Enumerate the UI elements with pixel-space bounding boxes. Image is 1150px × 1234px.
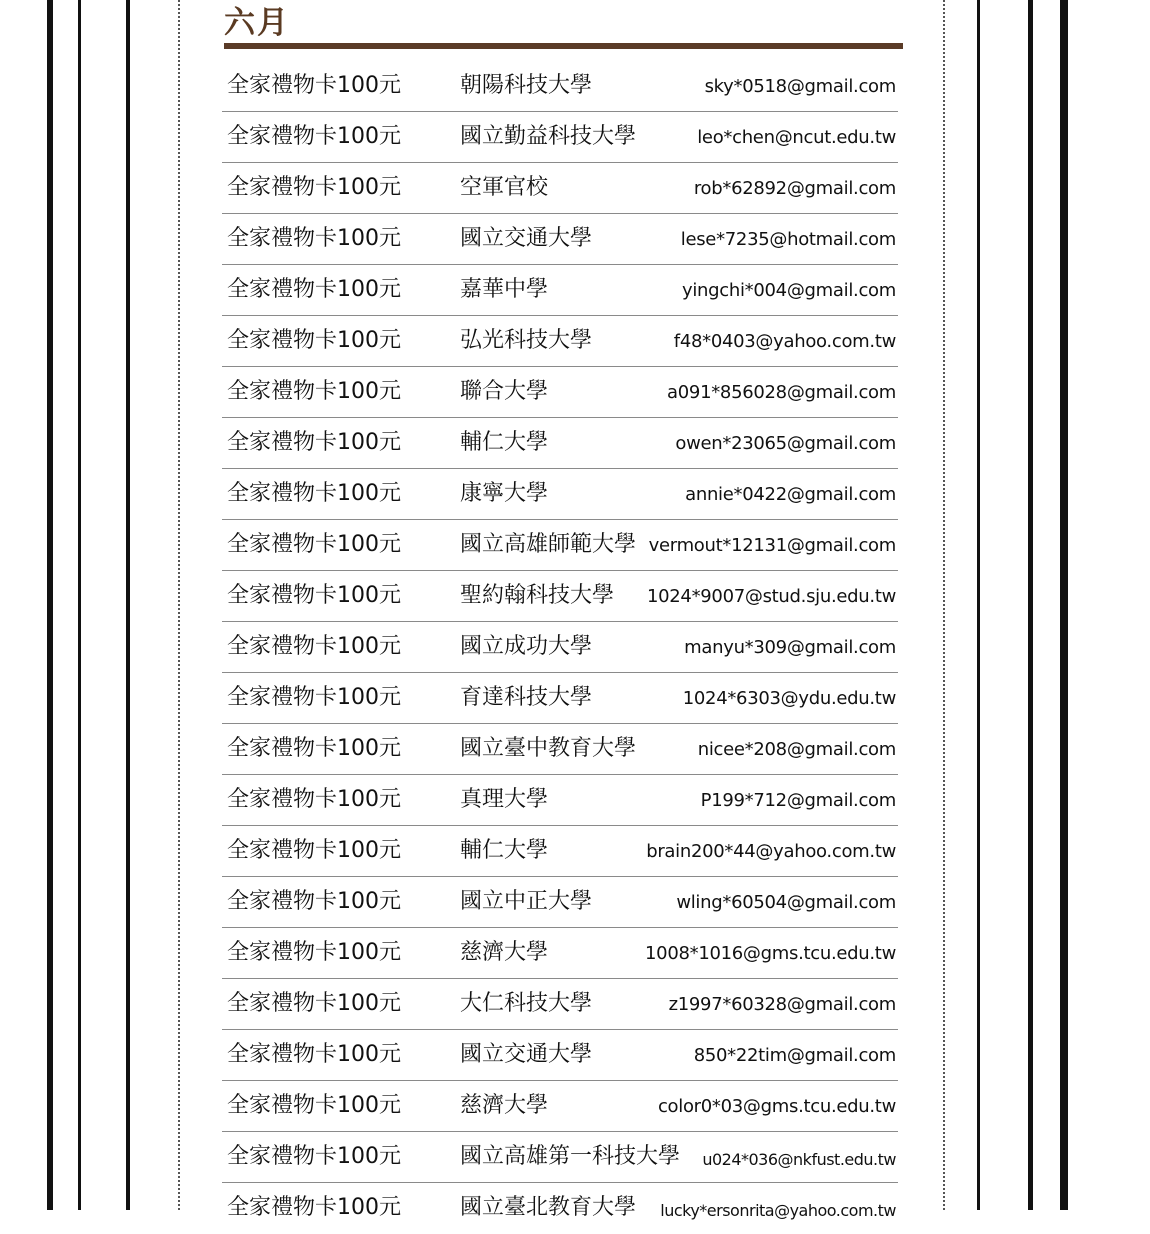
winner-email: 850*22tim@gmail.com [693,1045,896,1066]
prize-label: 全家禮物卡100元 [227,991,401,1016]
prize-label: 全家禮物卡100元 [227,175,401,200]
school-name: 嘉華中學 [460,277,549,302]
winner-row [222,623,898,673]
winner-row [222,1082,898,1132]
school-name: 康寧大學 [460,481,549,506]
winner-row [222,980,898,1030]
left-dotted-guide [178,0,180,1210]
prize-label: 全家禮物卡100元 [227,736,401,761]
school-name: 慈濟大學 [460,940,549,965]
winner-email: a091*856028@gmail.com [667,382,896,403]
prize-label: 全家禮物卡100元 [227,1093,401,1118]
prize-label: 全家禮物卡100元 [227,1195,401,1220]
prize-label: 全家禮物卡100元 [227,787,401,812]
prize-label: 全家禮物卡100元 [227,73,401,98]
winner-row [222,878,898,928]
month-title: 六月 [224,5,290,41]
school-name: 弘光科技大學 [460,328,593,353]
prize-label: 全家禮物卡100元 [227,838,401,863]
winner-email: wling*60504@gmail.com [676,892,896,913]
school-name: 國立臺北教育大學 [460,1195,637,1220]
winner-row [222,266,898,316]
winner-email: 1024*6303@ydu.edu.tw [682,688,896,709]
right-dotted-guide [943,0,945,1210]
winner-email: rob*62892@gmail.com [693,178,896,199]
prize-label: 全家禮物卡100元 [227,685,401,710]
winner-email: f48*0403@yahoo.com.tw [673,331,896,352]
prize-label: 全家禮物卡100元 [227,430,401,455]
right-border-thick [1060,0,1068,1210]
prize-label: 全家禮物卡100元 [227,634,401,659]
winner-email: P199*712@gmail.com [700,790,896,811]
winner-email: vermout*12131@gmail.com [648,535,896,556]
school-name: 國立勤益科技大學 [460,124,637,149]
winner-row [222,113,898,163]
winner-row [222,470,898,520]
school-name: 朝陽科技大學 [460,73,593,98]
winner-row [222,1031,898,1081]
prize-label: 全家禮物卡100元 [227,277,401,302]
school-name: 國立高雄師範大學 [460,532,637,557]
school-name: 育達科技大學 [460,685,593,710]
winner-row [222,419,898,469]
prize-label: 全家禮物卡100元 [227,124,401,149]
left-border-thick [47,0,53,1210]
winner-email: leo*chen@ncut.edu.tw [697,127,896,148]
right-border-inner [977,0,980,1210]
prize-label: 全家禮物卡100元 [227,532,401,557]
prize-label: 全家禮物卡100元 [227,889,401,914]
school-name: 輔仁大學 [460,430,549,455]
prize-label: 全家禮物卡100元 [227,1042,401,1067]
winner-email: lese*7235@hotmail.com [680,229,896,250]
prize-label: 全家禮物卡100元 [227,940,401,965]
winner-row [222,368,898,418]
school-name: 國立交通大學 [460,226,593,251]
winner-row [222,725,898,775]
winners-list [222,62,898,1234]
winner-email: nicee*208@gmail.com [697,739,896,760]
prize-label: 全家禮物卡100元 [227,1144,401,1169]
winner-email: z1997*60328@gmail.com [668,994,896,1015]
winner-email: color0*03@gms.tcu.edu.tw [657,1096,896,1117]
prize-label: 全家禮物卡100元 [227,226,401,251]
winner-email: u024*036@nkfust.edu.tw [702,1150,896,1169]
school-name: 聖約翰科技大學 [460,583,615,608]
winner-row [222,674,898,724]
school-name: 大仁科技大學 [460,991,593,1016]
winner-row [222,317,898,367]
month-divider [224,43,903,49]
left-border-inner [126,0,130,1210]
winner-email: lucky*ersonrita@yahoo.com.tw [660,1201,896,1220]
school-name: 空軍官校 [460,175,549,200]
winner-email: owen*23065@gmail.com [675,433,896,454]
left-border-thin [78,0,81,1210]
winner-row [222,827,898,877]
school-name: 國立中正大學 [460,889,593,914]
right-border-thin [1028,0,1033,1210]
winner-row [222,164,898,214]
winner-row [222,62,898,112]
school-name: 真理大學 [460,787,549,812]
school-name: 國立臺中教育大學 [460,736,637,761]
prize-label: 全家禮物卡100元 [227,328,401,353]
school-name: 國立交通大學 [460,1042,593,1067]
winner-row [222,215,898,265]
school-name: 聯合大學 [460,379,549,404]
winner-row [222,1133,898,1183]
school-name: 輔仁大學 [460,838,549,863]
school-name: 慈濟大學 [460,1093,549,1118]
winner-row [222,521,898,571]
school-name: 國立成功大學 [460,634,593,659]
winner-row [222,1184,898,1233]
prize-label: 全家禮物卡100元 [227,481,401,506]
winner-email: yingchi*004@gmail.com [681,280,896,301]
prize-label: 全家禮物卡100元 [227,379,401,404]
winner-email: manyu*309@gmail.com [684,637,896,658]
winner-email: annie*0422@gmail.com [685,484,896,505]
winner-email: brain200*44@yahoo.com.tw [646,841,896,862]
school-name: 國立高雄第一科技大學 [460,1144,681,1169]
winner-email: 1024*9007@stud.sju.edu.tw [646,586,896,607]
winner-row [222,572,898,622]
winner-row [222,929,898,979]
winner-email: sky*0518@gmail.com [704,76,896,97]
prize-label: 全家禮物卡100元 [227,583,401,608]
winner-email: 1008*1016@gms.tcu.edu.tw [645,943,896,964]
winner-row [222,776,898,826]
